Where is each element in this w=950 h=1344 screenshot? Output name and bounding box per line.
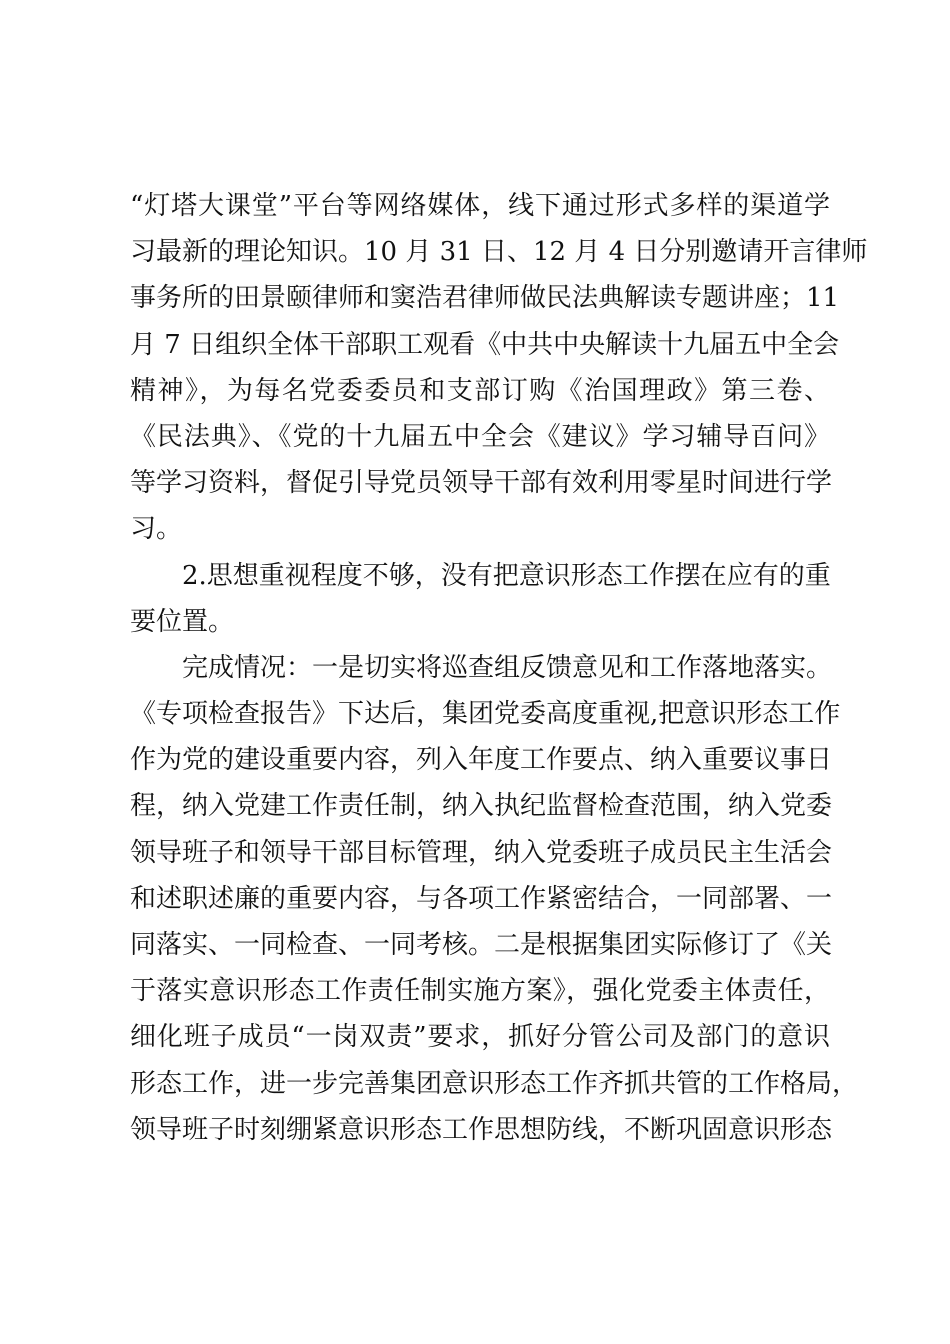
text-line: 领导班子时刻绷紧意识形态工作思想防线，不断巩固意识形态 [130,1114,833,1145]
text-line: 同落实、一同检查、一同考核。二是根据集团实际修订了《关 [130,930,833,960]
text-line: 领导班子和领导干部目标管理，纳入党委班子成员民主生活会 [130,837,833,868]
text-line: 习最新的理论知识。10 月 31 日、12 月 4 日分别邀请开言律师 [130,237,868,268]
text-line: 精神》，为每名党委委员和支部订购《治国理政》第三卷、 [130,375,830,406]
text-line: 完成情况：一是切实将巡查组反馈意见和工作落地落实。 [182,652,833,683]
text-line: 和述职述廉的重要内容，与各项工作紧密结合，一同部署、一 [130,883,833,914]
text-line: 细化班子成员“一岗双责”要求，抓好分管公司及部门的意识 [130,1022,830,1053]
text-line: 等学习资料，督促引导党员领导干部有效利用零星时间进行学 [130,468,833,499]
text-line: 《专项检查报告》下达后，集团党委高度重视,把意识形态工作 [130,699,841,730]
paragraph-3 [130,645,859,1153]
text-line: 形态工作，进一步完善集团意识形态工作齐抓共管的工作格局， [130,1068,859,1099]
text-line: 要位置。 [130,606,235,637]
text-line: 习。 [130,514,183,545]
text-line: 事务所的田景颐律师和窦浩君律师做民法典解读专题讲座；11 [130,283,840,314]
text-line: 程，纳入党建工作责任制，纳入执纪监督检查范围，纳入党委 [130,791,833,822]
paragraph-1 [130,183,868,553]
body-text [130,183,868,1153]
text-line: 于落实意识形态工作责任制实施方案》，强化党委主体责任， [130,976,830,1007]
text-line: “灯塔大课堂”平台等网络媒体，线下通过形式多样的渠道学 [130,191,830,221]
text-line: 《民法典》、《党的十九届五中全会《建议》学习辅导百问》 [130,421,830,452]
text-line: 2.思想重视程度不够，没有把意识形态工作摆在应有的重 [182,560,831,591]
text-line: 作为党的建设重要内容，列入年度工作要点、纳入重要议事日 [130,745,833,776]
text-line: 月 7 日组织全体干部职工观看《中共中央解读十九届五中全会 [130,329,840,360]
paragraph-2 [130,553,830,645]
